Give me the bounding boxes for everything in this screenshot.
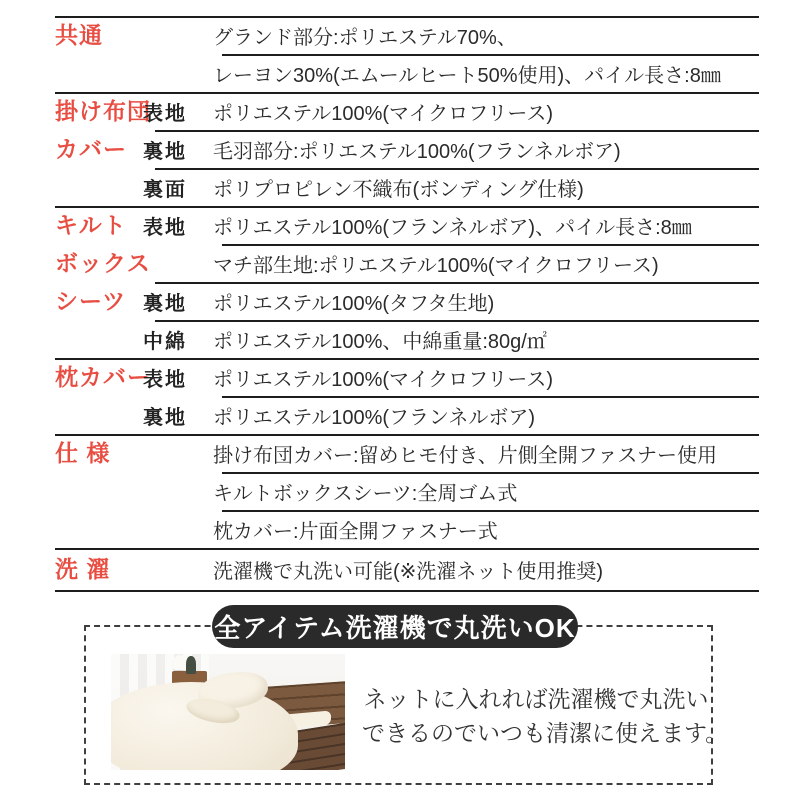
section-label-duvet-cover: 掛け布団 カバー — [55, 98, 151, 162]
sub-label-lining: 裏地 — [143, 406, 187, 429]
photo-vase — [186, 656, 197, 673]
section-label-specification: 仕 様 — [55, 440, 111, 466]
spec-row: マチ部生地:ポリエステル100%(マイクロフリース) — [213, 254, 659, 277]
spec-row: 洗濯機で丸洗い可能(※洗濯ネット使用推奨) — [213, 560, 604, 583]
section-label-quilt-box-sheet: キルト ボックス シーツ — [55, 212, 151, 314]
spec-row: 掛け布団カバー:留めヒモ付き、片側全開ファスナー使用 — [213, 444, 717, 467]
spec-table — [55, 16, 759, 592]
sub-label-outer: 表地 — [143, 216, 187, 239]
spec-row: ポリエステル100%(マイクロフリース) — [213, 102, 554, 125]
spec-row: レーヨン30%(エムールヒート50%使用)、パイル長さ:8㎜ — [213, 64, 721, 87]
wash-caption — [362, 682, 729, 750]
spec-row: ポリエステル100%(タフタ生地) — [213, 292, 495, 315]
section-label-washing: 洗 濯 — [55, 556, 111, 582]
sub-label-filling: 中綿 — [143, 330, 187, 353]
sub-label-outer: 表地 — [143, 368, 187, 391]
sub-label-lining: 裏地 — [143, 292, 187, 315]
wash-caption-line1: ネットに入れれば洗濯機で丸洗い — [363, 686, 709, 712]
spec-row: 毛羽部分:ポリエステル100%(フランネルボア) — [213, 140, 621, 163]
spec-row: ポリエステル100%、中綿重量:80g/㎡ — [213, 330, 547, 353]
spec-row: ポリプロピレン不織布(ボンディング仕様) — [213, 178, 584, 201]
table-border-bottom — [55, 590, 759, 592]
spec-row: ポリエステル100%(マイクロフリース) — [213, 368, 554, 391]
spec-row: 枕カバー:片面全開ファスナー式 — [213, 520, 498, 543]
bed-photo — [111, 654, 345, 770]
section-label-common: 共通 — [55, 22, 103, 48]
sub-label-outer: 表地 — [143, 102, 187, 125]
sub-label-lining: 裏地 — [143, 140, 187, 163]
photo-lamp — [173, 655, 187, 670]
section-label-pillow-cover: 枕カバー — [55, 364, 151, 390]
spec-row: ポリエステル100%(フランネルボア)、パイル長さ:8㎜ — [213, 216, 692, 239]
spec-row: キルトボックスシーツ:全周ゴム式 — [213, 482, 518, 505]
wash-badge — [212, 605, 578, 648]
wash-caption-line2: できるのでいつも清潔に使えます。 — [362, 720, 729, 746]
sub-label-back: 裏面 — [143, 178, 187, 201]
spec-row: グランド部分:ポリエステル70%、 — [213, 26, 517, 49]
wash-badge-label: 全アイテム洗濯機で丸洗いOK — [214, 613, 576, 643]
spec-row: ポリエステル100%(フランネルボア) — [213, 406, 536, 429]
